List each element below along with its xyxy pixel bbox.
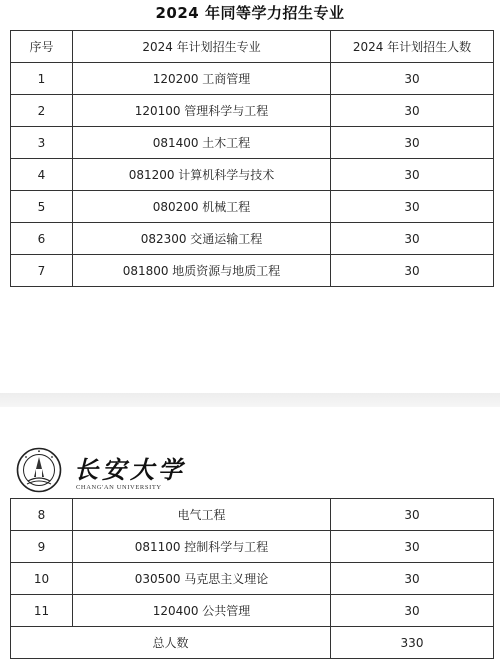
table-row [11, 63, 494, 95]
serial-cell: 8 [11, 499, 73, 531]
header-serial: 序号 [11, 31, 73, 63]
serial-cell: 11 [11, 595, 73, 627]
table-row [11, 127, 494, 159]
major-cell: 081200 计算机科学与技术 [73, 159, 331, 191]
total-count: 330 [331, 627, 494, 659]
table-row [11, 531, 494, 563]
count-cell: 30 [331, 563, 494, 595]
serial-cell: 1 [11, 63, 73, 95]
serial-cell: 4 [11, 159, 73, 191]
serial-cell: 10 [11, 563, 73, 595]
count-cell: 30 [331, 499, 494, 531]
count-cell: 30 [331, 531, 494, 563]
count-cell: 30 [331, 595, 494, 627]
major-cell: 081800 地质资源与地质工程 [73, 255, 331, 287]
major-cell: 030500 马克思主义理论 [73, 563, 331, 595]
major-cell: 080200 机械工程 [73, 191, 331, 223]
count-cell: 30 [331, 159, 494, 191]
count-cell: 30 [331, 255, 494, 287]
serial-cell: 9 [11, 531, 73, 563]
table-row [11, 191, 494, 223]
major-cell: 120200 工商管理 [73, 63, 331, 95]
count-cell: 30 [331, 223, 494, 255]
header-major: 2024 年计划招生专业 [73, 31, 331, 63]
document-title: 2024 年同等学力招生专业 [155, 4, 345, 22]
table-header-row [11, 31, 494, 63]
serial-cell: 3 [11, 127, 73, 159]
university-name-cn: 长安大学 [74, 455, 186, 484]
page-separator [0, 393, 500, 407]
major-cell: 电气工程 [73, 499, 331, 531]
total-label: 总人数 [11, 627, 331, 659]
serial-cell: 6 [11, 223, 73, 255]
serial-cell: 7 [11, 255, 73, 287]
serial-cell: 5 [11, 191, 73, 223]
major-cell: 082300 交通运输工程 [73, 223, 331, 255]
header-count: 2024 年计划招生人数 [331, 31, 494, 63]
table-row [11, 223, 494, 255]
count-cell: 30 [331, 127, 494, 159]
table-row [11, 499, 494, 531]
university-emblem-icon [16, 447, 62, 493]
table-row [11, 255, 494, 287]
serial-cell: 2 [11, 95, 73, 127]
major-cell: 120400 公共管理 [73, 595, 331, 627]
count-cell: 30 [331, 95, 494, 127]
major-cell: 081400 土木工程 [73, 127, 331, 159]
majors-table-continued [10, 498, 494, 659]
university-name-en: CHANG'AN UNIVERSITY [76, 484, 162, 491]
major-cell: 081100 控制科学与工程 [73, 531, 331, 563]
table-row [11, 563, 494, 595]
table-row [11, 95, 494, 127]
count-cell: 30 [331, 191, 494, 223]
majors-table [10, 30, 494, 287]
table-row [11, 159, 494, 191]
count-cell: 30 [331, 63, 494, 95]
major-cell: 120100 管理科学与工程 [73, 95, 331, 127]
table-row [11, 595, 494, 627]
